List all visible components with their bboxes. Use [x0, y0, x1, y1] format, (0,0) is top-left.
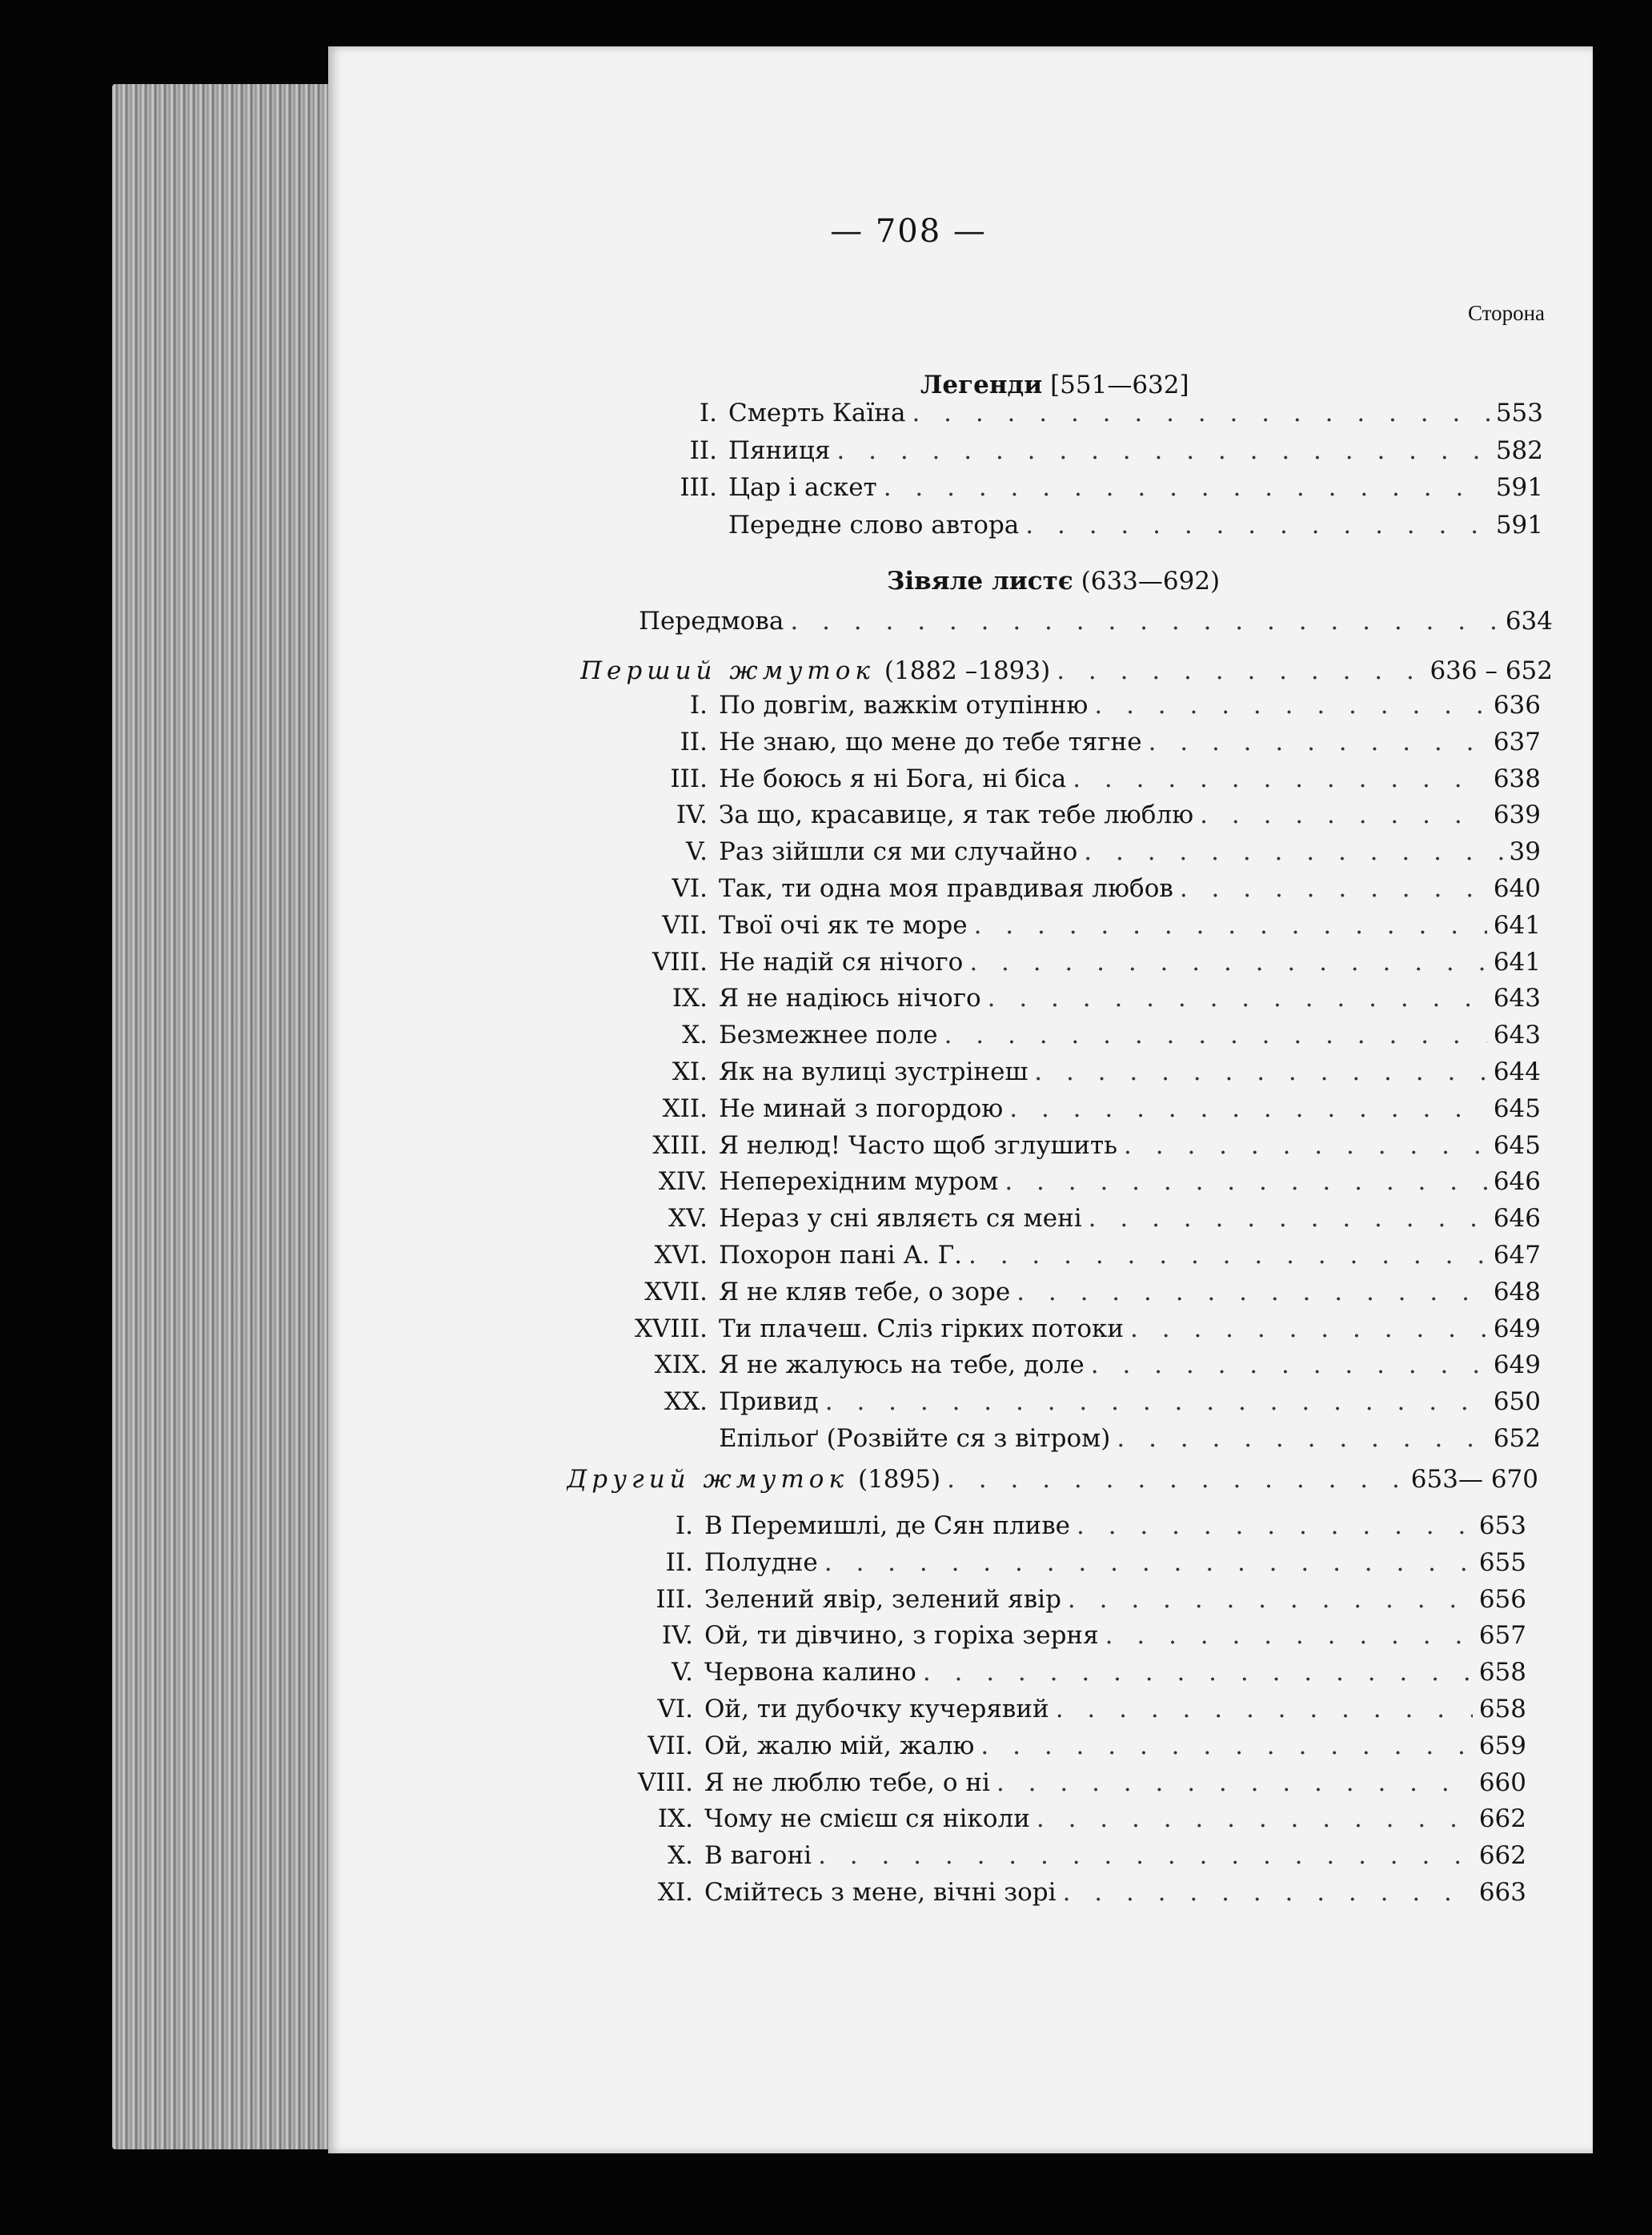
toc-entry — [496, 1585, 1526, 1620]
entry-page: 658 — [1478, 1695, 1526, 1723]
entry-title: Як на вулиці зустрінеш — [719, 1057, 1028, 1086]
entry-title: Я не кляв тебе, о зоре — [719, 1277, 1011, 1306]
entry-number: V. — [672, 1658, 693, 1687]
entry-number: IV. — [661, 1621, 693, 1651]
entry-number: VI. — [657, 1695, 693, 1723]
leader-dots — [836, 436, 1489, 465]
toc-entry — [496, 1768, 1526, 1804]
entry-title: Чому не смієш ся ніколи — [704, 1804, 1030, 1834]
entry-page: 643 — [1493, 1021, 1541, 1050]
entry-title: Смерть Каїна — [728, 399, 906, 427]
entry-title: Ой, ти дівчино, з горіха зерня — [704, 1621, 1099, 1651]
leader-dots — [1117, 1424, 1486, 1453]
leader-dots — [1057, 656, 1423, 685]
leader-dots — [912, 399, 1489, 427]
entry-page: 652 — [1493, 1424, 1541, 1453]
entry-number: XI. — [657, 1878, 693, 1907]
leader-dots — [1094, 691, 1486, 720]
entry-page: 645 — [1493, 1093, 1541, 1123]
entry-page: 39 — [1509, 837, 1541, 867]
toc-entry — [496, 1731, 1526, 1767]
toc-entry — [568, 511, 1543, 546]
entry-page: 639 — [1493, 801, 1541, 830]
entry-page: 553 — [1495, 399, 1543, 427]
entry-page: 648 — [1493, 1277, 1541, 1306]
entry-title: Ти плачеш. Сліз гірких потоки — [719, 1314, 1125, 1343]
section-title-withered-leaves — [887, 567, 1220, 596]
toc-entry — [511, 1424, 1541, 1459]
entry-page: 658 — [1478, 1658, 1526, 1687]
leader-dots — [947, 1465, 1405, 1494]
bundle2-heading — [567, 1465, 1538, 1500]
leader-dots — [1016, 1278, 1487, 1306]
entry-title: Червона калино — [704, 1658, 916, 1687]
entry-page: 641 — [1493, 947, 1541, 977]
bundle-years: (1895) — [857, 1465, 941, 1494]
leader-dots — [790, 607, 1498, 636]
entry-page: 646 — [1493, 1167, 1541, 1197]
entry-page: 659 — [1478, 1731, 1526, 1760]
entry-title: Смійтесь з мене, вічні зорі — [704, 1878, 1057, 1907]
leader-dots — [1073, 764, 1487, 793]
entry-number: XVII. — [644, 1277, 708, 1306]
entry-title: Не боюсь я ні Бога, ні біса — [719, 764, 1067, 793]
entry-title: Не знаю, що мене до тебе тягне — [719, 727, 1142, 756]
entry-number: XIV. — [658, 1167, 708, 1197]
toc-entry — [511, 764, 1541, 800]
entry-page: 657 — [1478, 1621, 1526, 1651]
leader-dots — [1034, 1057, 1487, 1086]
bundle-title: Перший жмуток — [580, 656, 875, 685]
entry-page: 662 — [1478, 1841, 1526, 1871]
toc-entry — [568, 436, 1543, 471]
entry-title: Похорон пані А. Г. — [719, 1241, 963, 1270]
bundle-pages: 653— 670 — [1410, 1465, 1538, 1494]
entry-number: III. — [680, 473, 717, 502]
bundle-pages: 636 – 652 — [1429, 656, 1553, 685]
leader-dots — [974, 911, 1487, 940]
entry-number: II. — [680, 727, 708, 756]
entry-title: Безмежнее поле — [719, 1021, 938, 1050]
leader-dots — [1149, 728, 1487, 756]
entry-number: II. — [665, 1547, 693, 1577]
leader-dots — [1068, 1585, 1473, 1614]
entry-title: Цар і аскет — [728, 473, 877, 502]
toc-entry — [511, 691, 1541, 726]
entry-number: X. — [682, 1021, 708, 1050]
entry-title: Зелений явір, зелений явір — [704, 1584, 1061, 1614]
toc-entry — [511, 984, 1541, 1019]
entry-page: 650 — [1493, 1387, 1541, 1417]
entry-title: Ой, ти дубочку кучерявий — [704, 1695, 1049, 1723]
toc-entry — [511, 948, 1541, 983]
leader-dots — [1200, 801, 1487, 829]
toc-entry — [496, 1511, 1526, 1547]
entry-number: XX. — [664, 1387, 708, 1417]
toc-entry — [511, 1314, 1541, 1350]
entry-page: 591 — [1495, 473, 1543, 502]
entry-title: Неперехідним муром — [719, 1167, 999, 1197]
toc-entry — [511, 911, 1541, 946]
entry-page: 663 — [1478, 1878, 1526, 1907]
toc-entry — [511, 837, 1541, 873]
entry-title: За що, красавице, я так тебе люблю — [719, 801, 1194, 830]
leader-dots — [996, 1768, 1473, 1797]
section-range: [551—632] — [1050, 371, 1189, 399]
entry-page: 634 — [1505, 607, 1553, 636]
leader-dots — [980, 1731, 1472, 1760]
leader-dots — [988, 984, 1487, 1013]
bundle-years: (1882 –1893) — [884, 656, 1051, 685]
entry-number: IV. — [676, 801, 708, 830]
entry-number: X. — [668, 1841, 693, 1871]
entry-title: Я не жалуюсь на тебе, доле — [719, 1350, 1085, 1380]
toc-entry — [568, 399, 1543, 434]
entry-page: 644 — [1493, 1057, 1541, 1086]
entry-number: II. — [689, 435, 717, 465]
toc-entry — [511, 1021, 1541, 1056]
entry-number: I. — [699, 399, 717, 427]
toc-entry — [568, 473, 1543, 508]
entry-title: Полудне — [704, 1547, 818, 1577]
toc-entry — [511, 1350, 1541, 1386]
toc-entry — [511, 1241, 1541, 1276]
section-name: Зівяле листє — [887, 567, 1073, 596]
leader-dots — [1130, 1314, 1487, 1343]
entry-title: Передмова — [639, 607, 784, 636]
entry-page: 649 — [1493, 1350, 1541, 1380]
leader-dots — [1004, 1167, 1487, 1196]
leader-dots — [1091, 1350, 1487, 1379]
leader-dots — [1180, 874, 1487, 903]
entry-number: XIII. — [652, 1130, 708, 1160]
entry-number: VIII. — [652, 947, 708, 977]
foreword-entry — [639, 607, 1553, 642]
entry-title: Так, ти одна моя правдивая любов — [719, 874, 1173, 903]
leader-dots — [1063, 1878, 1473, 1907]
toc-entry — [496, 1804, 1526, 1840]
entry-number: XV. — [668, 1204, 708, 1234]
leader-dots — [884, 473, 1490, 502]
entry-page: 636 — [1493, 691, 1541, 720]
leader-dots — [969, 948, 1487, 977]
entry-number: VII. — [662, 910, 708, 940]
entry-number: XI. — [672, 1057, 708, 1086]
toc-entry — [511, 874, 1541, 909]
entry-title: Твої очі як те море — [719, 910, 968, 940]
entry-number: I. — [675, 1511, 693, 1540]
leader-dots — [1056, 1695, 1473, 1723]
entry-page: 643 — [1493, 984, 1541, 1013]
toc-entry — [496, 1548, 1526, 1583]
entry-page: 656 — [1478, 1584, 1526, 1614]
entry-page: 660 — [1478, 1768, 1526, 1797]
entry-title: Ой, жалю мій, жалю — [704, 1731, 975, 1760]
leader-dots — [1009, 1094, 1487, 1123]
entry-number: III. — [656, 1584, 693, 1614]
entry-title: Не минай з погордою — [719, 1093, 1004, 1123]
entry-number: XVIII. — [634, 1314, 708, 1343]
entry-page: 653 — [1478, 1511, 1526, 1540]
entry-number: VIII. — [638, 1768, 693, 1797]
leader-dots — [1089, 1204, 1487, 1233]
entry-page: 591 — [1495, 510, 1543, 540]
entry-title: Передне слово автора — [728, 510, 1020, 540]
column-label: Сторона — [1467, 301, 1545, 325]
entry-number: VII. — [648, 1731, 693, 1760]
toc-entry — [511, 1278, 1541, 1313]
toc-entry — [511, 1094, 1541, 1130]
leader-dots — [923, 1658, 1473, 1687]
entry-page: 638 — [1493, 764, 1541, 793]
entry-number: V. — [686, 837, 708, 867]
bundle1-heading — [580, 656, 1553, 692]
leader-dots — [825, 1387, 1487, 1416]
entry-title: Епільоґ (Розвійте ся з вітром) — [719, 1424, 1111, 1453]
entry-title: Я не надіюсь нічого — [719, 984, 981, 1013]
toc-entry — [511, 1167, 1541, 1202]
entry-title: Не надій ся нічого — [719, 947, 964, 977]
toc-entry — [511, 1204, 1541, 1239]
toc-entry — [496, 1621, 1526, 1656]
entry-page: 640 — [1493, 874, 1541, 903]
leader-dots — [824, 1548, 1473, 1577]
section-name: Легенди — [920, 371, 1043, 399]
entry-page: 637 — [1493, 727, 1541, 756]
leader-dots — [1084, 837, 1502, 866]
entry-page: 647 — [1493, 1241, 1541, 1270]
entry-title: Раз зійшли ся ми случайно — [719, 837, 1078, 867]
entry-title: По довгім, важкім отупінню — [719, 691, 1089, 720]
toc-entry — [511, 1387, 1541, 1422]
entry-title: Нераз у сні являєть ся мені — [719, 1204, 1082, 1234]
leader-dots — [1025, 511, 1490, 540]
entry-number: XIX. — [654, 1350, 708, 1380]
toc-entry — [511, 801, 1541, 836]
leader-dots — [1124, 1131, 1487, 1160]
toc-entry — [496, 1841, 1526, 1876]
toc-entry — [511, 1057, 1541, 1093]
leader-dots — [1105, 1621, 1473, 1650]
entry-page: 641 — [1493, 910, 1541, 940]
leader-dots — [818, 1841, 1473, 1870]
entry-page: 645 — [1493, 1130, 1541, 1160]
entry-title: Я не люблю тебе, о ні — [704, 1768, 990, 1797]
leader-dots — [1077, 1511, 1473, 1540]
toc-entry — [496, 1695, 1526, 1730]
entry-number: XII. — [662, 1093, 708, 1123]
entry-title: В вагоні — [704, 1841, 812, 1871]
entry-number: IX. — [672, 984, 708, 1013]
section-range: (633—692) — [1081, 567, 1221, 596]
entry-number: IX. — [657, 1804, 693, 1834]
entry-page: 662 — [1478, 1804, 1526, 1834]
entry-title: В Перемишлі, де Сян пливе — [704, 1511, 1071, 1540]
bundle-title: Другий жмуток — [567, 1465, 848, 1494]
entry-title: Я нелюд! Часто щоб зглушить — [719, 1130, 1118, 1160]
entry-title: Привид — [719, 1387, 819, 1417]
page-number: — 708 — — [830, 213, 987, 250]
toc-entry — [496, 1878, 1526, 1913]
toc-entry — [496, 1658, 1526, 1693]
leader-dots — [944, 1021, 1487, 1049]
entry-number: XVI. — [654, 1241, 708, 1270]
entry-page: 655 — [1478, 1547, 1526, 1577]
entry-page: 582 — [1495, 435, 1543, 465]
leader-dots — [968, 1241, 1487, 1270]
entry-page: 646 — [1493, 1204, 1541, 1234]
book-page — [328, 46, 1593, 2153]
leader-dots — [1037, 1804, 1473, 1833]
entry-number: I. — [689, 691, 708, 720]
book-page-edges — [112, 84, 344, 2149]
entry-page: 649 — [1493, 1314, 1541, 1343]
section-title-legends — [920, 371, 1189, 399]
toc-entry — [511, 728, 1541, 763]
toc-entry — [511, 1131, 1541, 1166]
entry-number: III. — [670, 764, 708, 793]
entry-title: Пяниця — [728, 435, 831, 465]
entry-number: VI. — [672, 874, 708, 903]
